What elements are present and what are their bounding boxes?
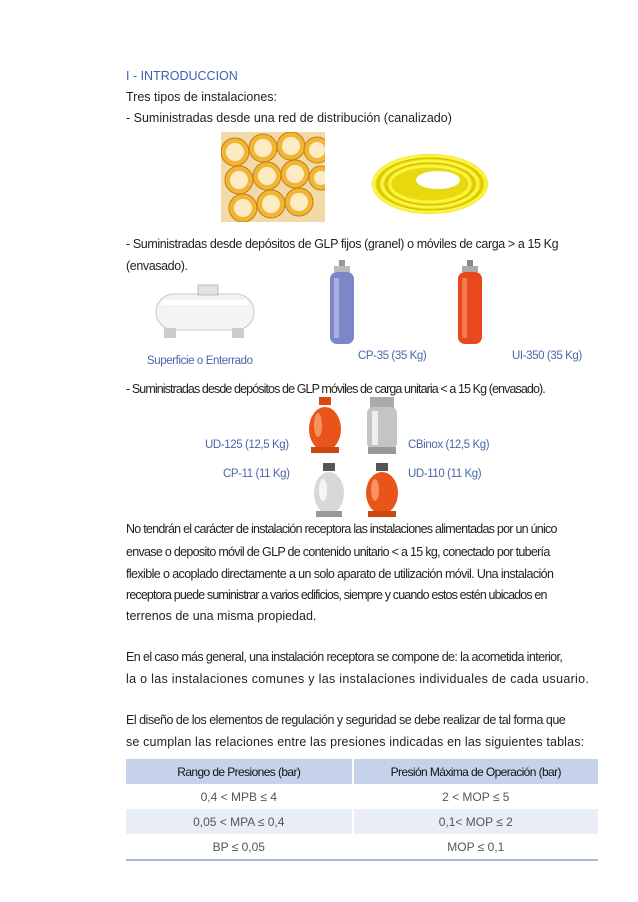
table-row xyxy=(126,834,598,860)
diseno-line-2: se cumplan las relaciones entre las presiones indicadas en las siguientes tablas: xyxy=(126,735,585,749)
gas-tank-image xyxy=(150,282,260,342)
section-title: I - INTRODUCCION xyxy=(126,69,238,83)
intro-paragraph: Tres tipos de instalaciones: xyxy=(126,90,278,104)
receptora-line-2: envase o deposito móvil de GLP de contenido unitario < a 15 kg, conectado por tubería xyxy=(126,545,550,559)
label-superficie: Superficie o Enterrado xyxy=(147,355,253,367)
ud110-bottle-image xyxy=(362,463,402,519)
ud125-bottle-image xyxy=(305,397,345,455)
table-row xyxy=(126,784,598,809)
pipes-image xyxy=(221,132,325,222)
table-header: Presión Máxima de Operación (bar) xyxy=(353,759,598,784)
label-ud125: UD-125 (12,5 Kg) xyxy=(205,439,289,451)
table-cell: 0,4 < MPB ≤ 4 xyxy=(200,789,277,804)
general-line-1: En el caso más general, una instalación receptora se compone de: la acometida interior, xyxy=(126,650,563,664)
receptora-line-4: receptora puede suministrar a varios edificios, siempre y cuando estos estén ubicados en xyxy=(126,588,547,602)
table-cell: MOP ≤ 0,1 xyxy=(353,834,598,860)
label-cbinox: CBinox (12,5 Kg) xyxy=(408,439,490,451)
table-cell: 0,1< MOP ≤ 2 xyxy=(353,809,598,834)
label-ud110: UD-110 (11 Kg) xyxy=(408,468,482,480)
bullet-canalizado: - Suministradas desde una red de distribución (canalizado) xyxy=(126,111,452,125)
label-cp35: CP-35 (35 Kg) xyxy=(358,350,427,362)
general-line-2: la o las instalaciones comunes y las instalaciones individuales de cada usuario. xyxy=(126,672,590,686)
diseno-line-1: El diseño de los elementos de regulación y seguridad se debe realizar de tal forma que xyxy=(126,713,566,727)
table-cell: BP ≤ 0,05 xyxy=(126,834,353,860)
receptora-line-5: terrenos de una misma propiedad. xyxy=(126,609,317,623)
cbinox-bottle-image xyxy=(362,397,402,455)
receptora-line-3: flexible o acoplado directamente a un solo aparato de utilización móvil. Una instalación xyxy=(126,567,554,581)
bullet-envasado-line1: - Suministradas desde depósitos de GLP fijos (granel) o móviles de carga > a 15 Kg xyxy=(126,237,559,251)
ui350-bottle-image xyxy=(455,260,485,346)
label-cp11: CP-11 (11 Kg) xyxy=(223,468,290,480)
cp11-bottle-image xyxy=(310,463,348,519)
yellow-coil-image xyxy=(366,146,490,218)
table-row xyxy=(126,809,598,834)
table-cell: 0,05 < MPA ≤ 0,4 xyxy=(126,809,353,834)
cp35-bottle-image xyxy=(327,260,357,346)
table-header-row xyxy=(126,759,598,784)
bullet-envasado-line2: (envasado). xyxy=(126,259,188,273)
table-header: Rango de Presiones (bar) xyxy=(126,759,353,784)
table-cell: 2 < MOP ≤ 5 xyxy=(353,784,598,809)
pressure-table xyxy=(126,759,598,861)
receptora-line-1: No tendrán el carácter de instalación receptora las instalaciones alimentadas por un único xyxy=(126,522,557,536)
label-ui350: UI-350 (35 Kg) xyxy=(512,350,582,362)
bullet-carga-unitaria: - Suministradas desde depósitos de GLP móviles de carga unitaria < a 15 Kg (envasado). xyxy=(126,382,545,396)
